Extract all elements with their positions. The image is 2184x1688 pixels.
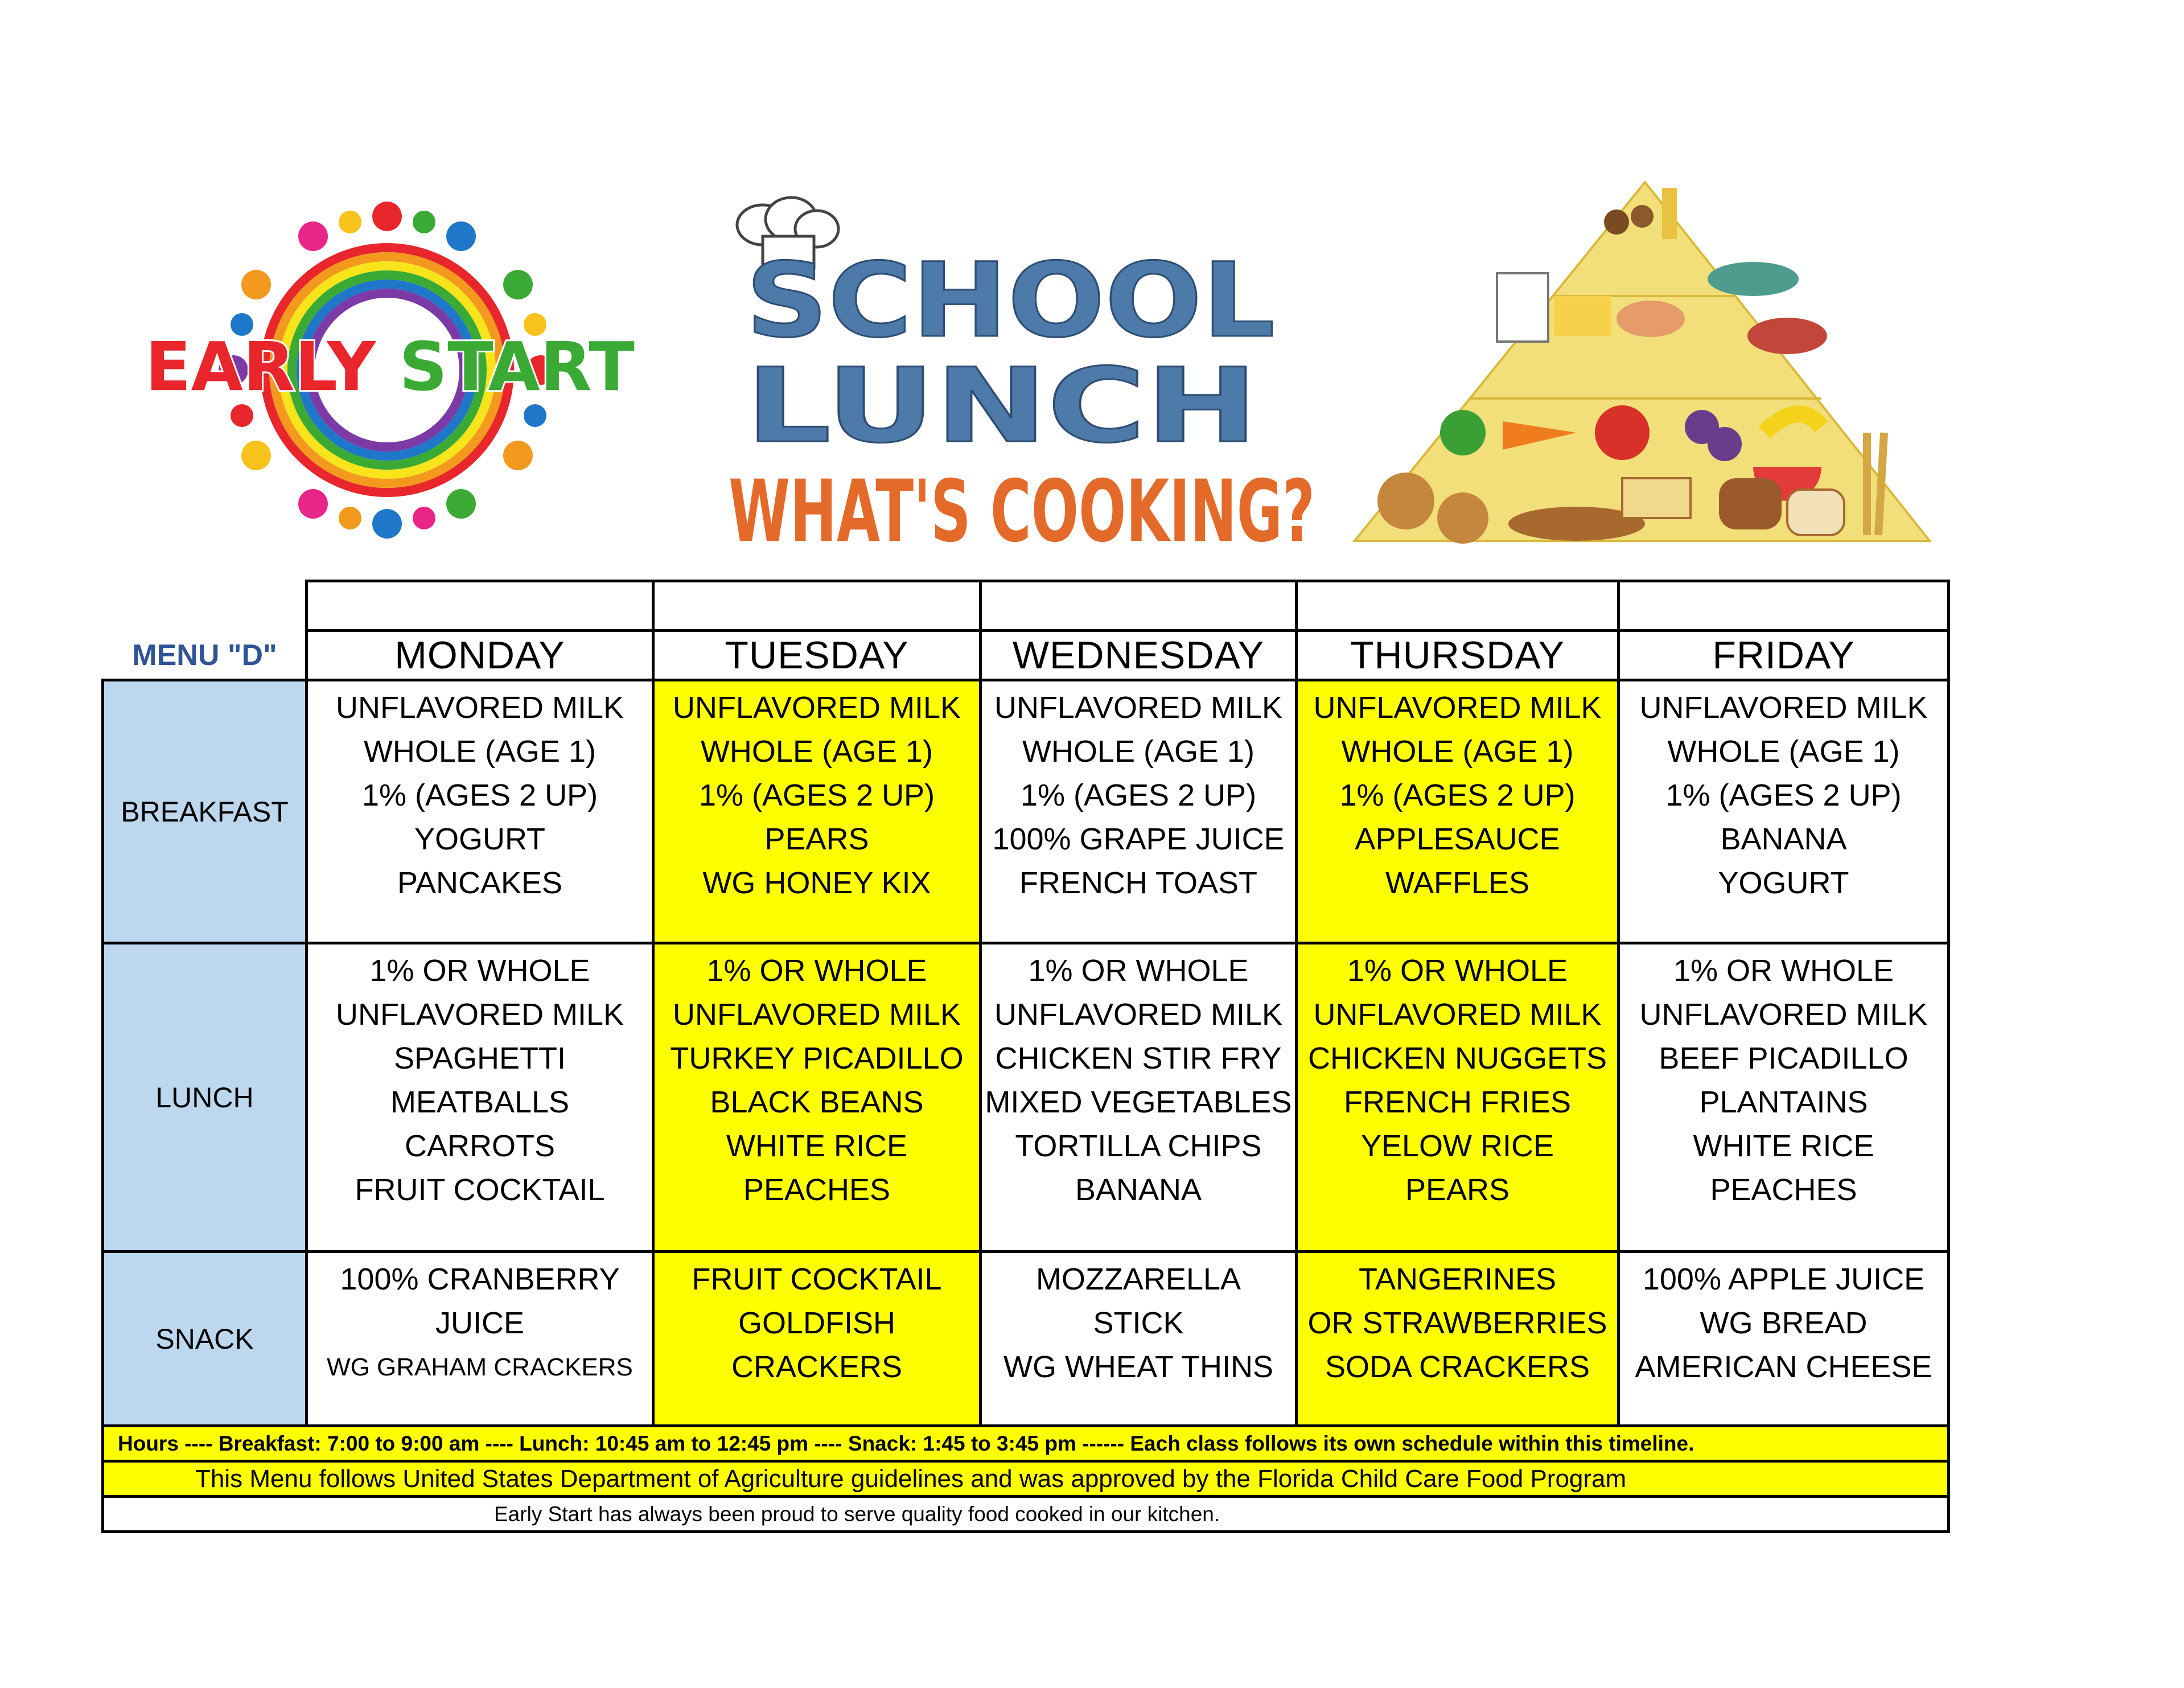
day-header-wednesday: WEDNESDAY [979, 629, 1298, 681]
menu-item: PEARS [1405, 1173, 1510, 1207]
menu-item: BLACK BEANS [710, 1085, 924, 1119]
menu-item: JUICE [435, 1306, 524, 1340]
menu-item: MIXED VEGETABLES [985, 1085, 1292, 1119]
menu-item: YOGURT [1718, 866, 1849, 900]
svg-text:EARLY START [145, 327, 635, 406]
lunch-thursday [1295, 942, 1620, 1253]
menu-item: 100% APPLE JUICE [1642, 1262, 1925, 1296]
menu-item: WHITE RICE [726, 1129, 907, 1163]
menu-item: WHOLE (AGE 1) [1667, 734, 1900, 769]
meal-label-breakfast: BREAKFAST [101, 679, 308, 944]
meal-label-lunch: LUNCH [101, 942, 308, 1253]
menu-item: WHOLE (AGE 1) [700, 734, 933, 769]
menu-item: FRUIT COCKTAIL [355, 1173, 605, 1207]
menu-item: 1% (AGES 2 UP) [1339, 778, 1576, 812]
menu-item: UNFLAVORED MILK [1313, 691, 1602, 725]
menu-item: MOZZARELLA [1035, 1262, 1241, 1296]
menu-item: UNFLAVORED MILK [335, 691, 624, 725]
menu-item: 1% (AGES 2 UP) [1020, 778, 1257, 812]
menu-item: CARROTS [404, 1129, 555, 1163]
header-spacer-friday [1617, 580, 1950, 632]
menu-item: SODA CRACKERS [1325, 1350, 1590, 1384]
day-header-tuesday: TUESDAY [652, 629, 982, 681]
menu-item: PEACHES [743, 1173, 891, 1207]
breakfast-friday [1617, 679, 1950, 944]
menu-item: BANANA [1720, 822, 1847, 856]
menu-item: UNFLAVORED MILK [1639, 691, 1928, 725]
hours-note: Hours ---- Breakfast: 7:00 to 9:00 am ---- Lunch: 10:45 am to 12:45 pm ---- Snack: 1:45 to 3:45 pm ------ Each class follows its own schedule within this timeline. [101, 1424, 1950, 1463]
menu-item: 1% (AGES 2 UP) [698, 778, 935, 812]
menu-item: 1% (AGES 2 UP) [361, 778, 598, 812]
menu-item: BANANA [1075, 1173, 1202, 1207]
menu-item: 1% (AGES 2 UP) [1665, 778, 1902, 812]
menu-item: WHOLE (AGE 1) [363, 734, 597, 769]
logo-word-start: START [399, 327, 635, 406]
menu-item: WHOLE (AGE 1) [1022, 734, 1255, 769]
header-spacer-monday [305, 580, 655, 632]
school-lunch-logo [700, 188, 1332, 561]
menu-item: 1% OR WHOLE [1673, 954, 1894, 988]
menu-item: WHOLE (AGE 1) [1341, 734, 1574, 769]
lunch-friday [1617, 942, 1950, 1253]
menu-item: WAFFLES [1385, 866, 1530, 900]
menu-item: 1% OR WHOLE [706, 954, 927, 988]
snack-tuesday [652, 1250, 982, 1427]
menu-item: WG WHEAT THINS [1003, 1350, 1273, 1384]
day-header-thursday: THURSDAY [1295, 629, 1620, 681]
menu-item: OR STRAWBERRIES [1307, 1306, 1607, 1340]
menu-item: 100% GRAPE JUICE [992, 822, 1285, 856]
menu-item: UNFLAVORED MILK [994, 997, 1283, 1032]
menu-item: TURKEY PICADILLO [670, 1041, 964, 1075]
menu-item: 1% OR WHOLE [369, 954, 590, 988]
menu-item: CHICKEN NUGGETS [1307, 1041, 1607, 1075]
breakfast-tuesday [652, 679, 982, 944]
snack-thursday [1295, 1250, 1620, 1427]
menu-item: 1% OR WHOLE [1347, 954, 1568, 988]
menu-item: UNFLAVORED MILK [1639, 997, 1928, 1032]
snack-monday [305, 1250, 655, 1427]
menu-item: PLANTAINS [1699, 1085, 1868, 1119]
menu-item: PEACHES [1710, 1173, 1857, 1207]
menu-item: PEARS [764, 822, 869, 856]
breakfast-monday [305, 679, 655, 944]
logo-cooking-text: WHAT'S COOKING? [729, 462, 1315, 561]
menu-item: SPAGHETTI [393, 1041, 566, 1075]
menu-item: CRACKERS [731, 1350, 903, 1384]
usda-note: This Menu follows United States Department of Agriculture guidelines and was approved by the Florida Child Care Food Program [101, 1460, 1950, 1498]
menu-item: YELOW RICE [1360, 1129, 1554, 1163]
menu-item: FRENCH TOAST [1019, 866, 1258, 900]
menu-item: YOGURT [414, 822, 546, 856]
menu-item: FRENCH FRIES [1343, 1085, 1571, 1119]
menu-item: WG HONEY KIX [702, 866, 931, 900]
early-start-logo [142, 188, 637, 552]
menu-table [101, 580, 1946, 1536]
menu-item: UNFLAVORED MILK [994, 691, 1283, 725]
menu-item: UNFLAVORED MILK [672, 691, 961, 725]
menu-item: UNFLAVORED MILK [672, 997, 961, 1032]
menu-item: STICK [1093, 1306, 1184, 1340]
menu-item: CHICKEN STIR FRY [995, 1041, 1282, 1075]
menu-label: MENU "D" [132, 639, 277, 672]
lunch-monday [305, 942, 655, 1253]
menu-item: APPLESAUCE [1355, 822, 1560, 856]
snack-wednesday [979, 1250, 1298, 1427]
menu-item: BEEF PICADILLO [1659, 1041, 1909, 1075]
lunch-tuesday [652, 942, 982, 1253]
menu-item: WG BREAD [1700, 1306, 1868, 1340]
menu-item: PANCAKES [397, 866, 563, 900]
logo-school-text: SCHOOL [746, 241, 1275, 360]
menu-item: WHITE RICE [1693, 1129, 1874, 1163]
menu-item: AMERICAN CHEESE [1635, 1350, 1932, 1384]
menu-item: 100% CRANBERRY [340, 1262, 620, 1296]
header-spacer-thursday [1295, 580, 1620, 632]
day-header-monday: MONDAY [305, 629, 655, 681]
breakfast-thursday [1295, 679, 1620, 944]
menu-item: MEATBALLS [390, 1085, 570, 1119]
header-spacer-wednesday [979, 580, 1298, 632]
lunch-wednesday [979, 942, 1298, 1253]
kitchen-note: Early Start has always been proud to serve quality food cooked in our kitchen. [101, 1495, 1950, 1533]
day-header-friday: FRIDAY [1617, 629, 1950, 681]
breakfast-wednesday [979, 679, 1298, 944]
food-pyramid-icon [1355, 182, 1935, 547]
meal-label-snack: SNACK [101, 1250, 308, 1427]
logo-lunch-text: LUNCH [746, 347, 1258, 466]
header-spacer-tuesday [652, 580, 982, 632]
menu-item: GOLDFISH [738, 1306, 896, 1340]
menu-item: TORTILLA CHIPS [1015, 1129, 1262, 1163]
menu-item: 1% OR WHOLE [1028, 954, 1249, 988]
menu-item: WG GRAHAM CRACKERS [327, 1353, 633, 1381]
menu-item: UNFLAVORED MILK [1313, 997, 1602, 1032]
menu-item: TANGERINES [1358, 1262, 1557, 1296]
menu-item: UNFLAVORED MILK [335, 997, 624, 1032]
snack-friday [1617, 1250, 1950, 1427]
logo-word-early: EARLY [145, 327, 376, 406]
menu-item: FRUIT COCKTAIL [692, 1262, 942, 1296]
